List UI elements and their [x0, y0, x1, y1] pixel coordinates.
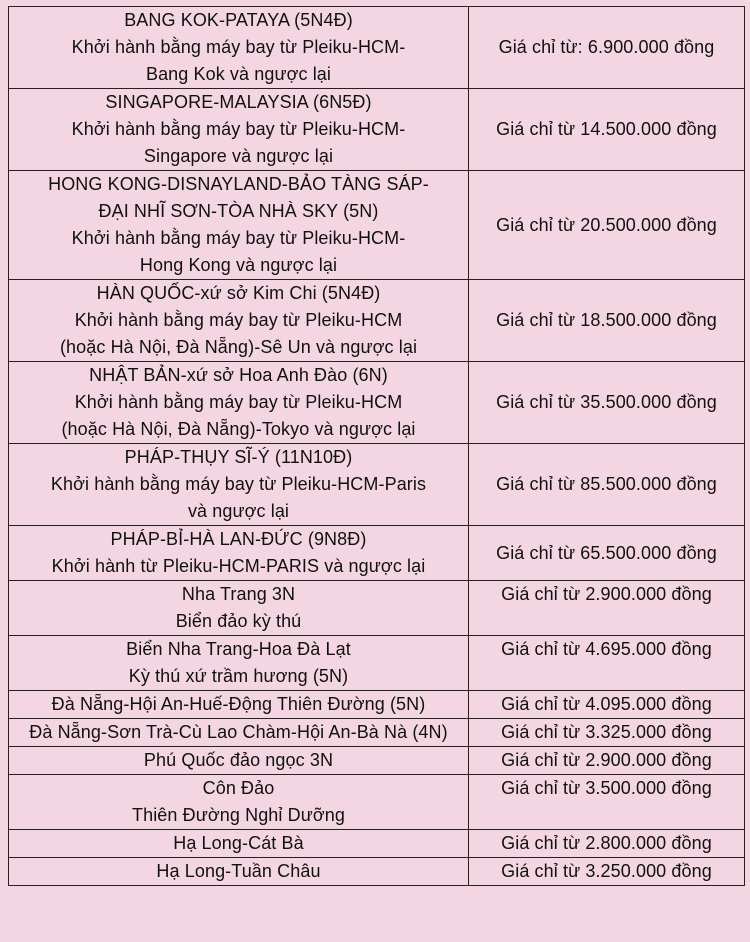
- table-row: [9, 362, 745, 444]
- tour-price: Giá chỉ từ 4.095.000 đồng: [469, 691, 745, 719]
- tour-title: Biển Nha Trang-Hoa Đà Lạt: [126, 639, 351, 659]
- table-row: [9, 526, 745, 581]
- tour-description-cell: [9, 581, 469, 636]
- tour-price: Giá chỉ từ 18.500.000 đồng: [469, 280, 745, 362]
- tour-description-cell: [9, 636, 469, 691]
- table-row: [9, 280, 745, 362]
- table-row: [9, 858, 745, 886]
- tour-title: Đà Nẵng-Sơn Trà-Cù Lao Chàm-Hội An-Bà Nà (4N): [29, 722, 448, 742]
- tour-price: Giá chỉ từ 2.900.000 đồng: [469, 747, 745, 775]
- tour-detail-line: Thiên Đường Nghỉ Dưỡng: [132, 805, 345, 825]
- table-row: [9, 636, 745, 691]
- tour-detail-line: Hong Kong và ngược lại: [139, 255, 338, 275]
- tour-description-cell: [9, 7, 469, 89]
- tour-description-cell: [9, 830, 469, 858]
- table-row: [9, 444, 745, 526]
- tour-detail-line: Khởi hành bằng máy bay từ Pleiku-HCM-Paris: [50, 474, 427, 494]
- tour-price: Giá chỉ từ: 6.900.000 đồng: [469, 7, 745, 89]
- tour-price: Giá chỉ từ 3.500.000 đồng: [469, 775, 745, 830]
- tour-price: Giá chỉ từ 2.800.000 đồng: [469, 830, 745, 858]
- tour-title: Hạ Long-Cát Bà: [173, 833, 304, 853]
- table-row: [9, 7, 745, 89]
- tour-title: PHÁP-BỈ-HÀ LAN-ĐỨC (9N8Đ): [110, 529, 367, 549]
- table-row: [9, 747, 745, 775]
- table-row: [9, 581, 745, 636]
- tour-description-cell: [9, 362, 469, 444]
- tour-price: Giá chỉ từ 35.500.000 đồng: [469, 362, 745, 444]
- tour-description-cell: [9, 719, 469, 747]
- tour-price: Giá chỉ từ 3.250.000 đồng: [469, 858, 745, 886]
- tour-description-cell: [9, 747, 469, 775]
- table-row: [9, 171, 745, 280]
- tour-title: ĐẠI NHĨ SƠN-TÒA NHÀ SKY (5N): [98, 201, 379, 221]
- tour-detail-line: Kỳ thú xứ trầm hương (5N): [128, 666, 349, 686]
- tour-detail-line: (hoặc Hà Nội, Đà Nẵng)-Tokyo và ngược lại: [61, 419, 416, 439]
- tour-price: Giá chỉ từ 4.695.000 đồng: [469, 636, 745, 691]
- tour-description-cell: [9, 444, 469, 526]
- tour-title: SINGAPORE-MALAYSIA (6N5Đ): [105, 92, 372, 112]
- tour-title: PHÁP-THỤY SĨ-Ý (11N10Đ): [124, 447, 353, 467]
- tour-detail-line: Khởi hành bằng máy bay từ Pleiku-HCM: [74, 392, 403, 412]
- table-row: [9, 691, 745, 719]
- tour-description-cell: [9, 526, 469, 581]
- tour-detail-line: Singapore và ngược lại: [143, 146, 334, 166]
- table-row: [9, 89, 745, 171]
- tour-title: Phú Quốc đảo ngọc 3N: [143, 750, 334, 770]
- tour-title: Đà Nẵng-Hội An-Huế-Động Thiên Đường (5N): [51, 694, 426, 714]
- tour-title: Hạ Long-Tuần Châu: [156, 861, 321, 881]
- tour-title: NHẬT BẢN-xứ sở Hoa Anh Đào (6N): [89, 365, 388, 385]
- tour-title: BANG KOK-PATAYA (5N4Đ): [124, 10, 353, 30]
- tour-description-cell: [9, 858, 469, 886]
- tour-price: Giá chỉ từ 14.500.000 đồng: [469, 89, 745, 171]
- tour-detail-line: Khởi hành bằng máy bay từ Pleiku-HCM-: [71, 119, 406, 139]
- tour-price: Giá chỉ từ 2.900.000 đồng: [469, 581, 745, 636]
- table-row: [9, 775, 745, 830]
- tour-detail-line: Biển đảo kỳ thú: [175, 611, 302, 631]
- tour-detail-line: Khởi hành từ Pleiku-HCM-PARIS và ngược lại: [51, 556, 426, 576]
- tour-description-cell: [9, 89, 469, 171]
- table-row: [9, 719, 745, 747]
- table-row: [9, 830, 745, 858]
- tour-description-cell: [9, 775, 469, 830]
- tour-price: Giá chỉ từ 3.325.000 đồng: [469, 719, 745, 747]
- tour-price: Giá chỉ từ 20.500.000 đồng: [469, 171, 745, 280]
- tour-description-cell: [9, 280, 469, 362]
- tour-description-cell: [9, 691, 469, 719]
- tour-detail-line: Bang Kok và ngược lại: [145, 64, 332, 84]
- tour-price-table: [8, 6, 745, 886]
- tour-price: Giá chỉ từ 65.500.000 đồng: [469, 526, 745, 581]
- tour-title: Nha Trang 3N: [181, 584, 296, 604]
- tour-title: HÀN QUỐC-xứ sở Kim Chi (5N4Đ): [96, 283, 381, 303]
- tour-detail-line: (hoặc Hà Nội, Đà Nẵng)-Sê Un và ngược lại: [59, 337, 418, 357]
- tour-title: Côn Đảo: [202, 778, 275, 798]
- tour-detail-line: Khởi hành bằng máy bay từ Pleiku-HCM: [74, 310, 403, 330]
- tour-detail-line: Khởi hành bằng máy bay từ Pleiku-HCM-: [71, 37, 406, 57]
- tour-title: HONG KONG-DISNAYLAND-BẢO TÀNG SÁP-: [48, 174, 429, 194]
- tour-detail-line: và ngược lại: [187, 501, 290, 521]
- tour-detail-line: Khởi hành bằng máy bay từ Pleiku-HCM-: [71, 228, 406, 248]
- tour-description-cell: [9, 171, 469, 280]
- tour-price: Giá chỉ từ 85.500.000 đồng: [469, 444, 745, 526]
